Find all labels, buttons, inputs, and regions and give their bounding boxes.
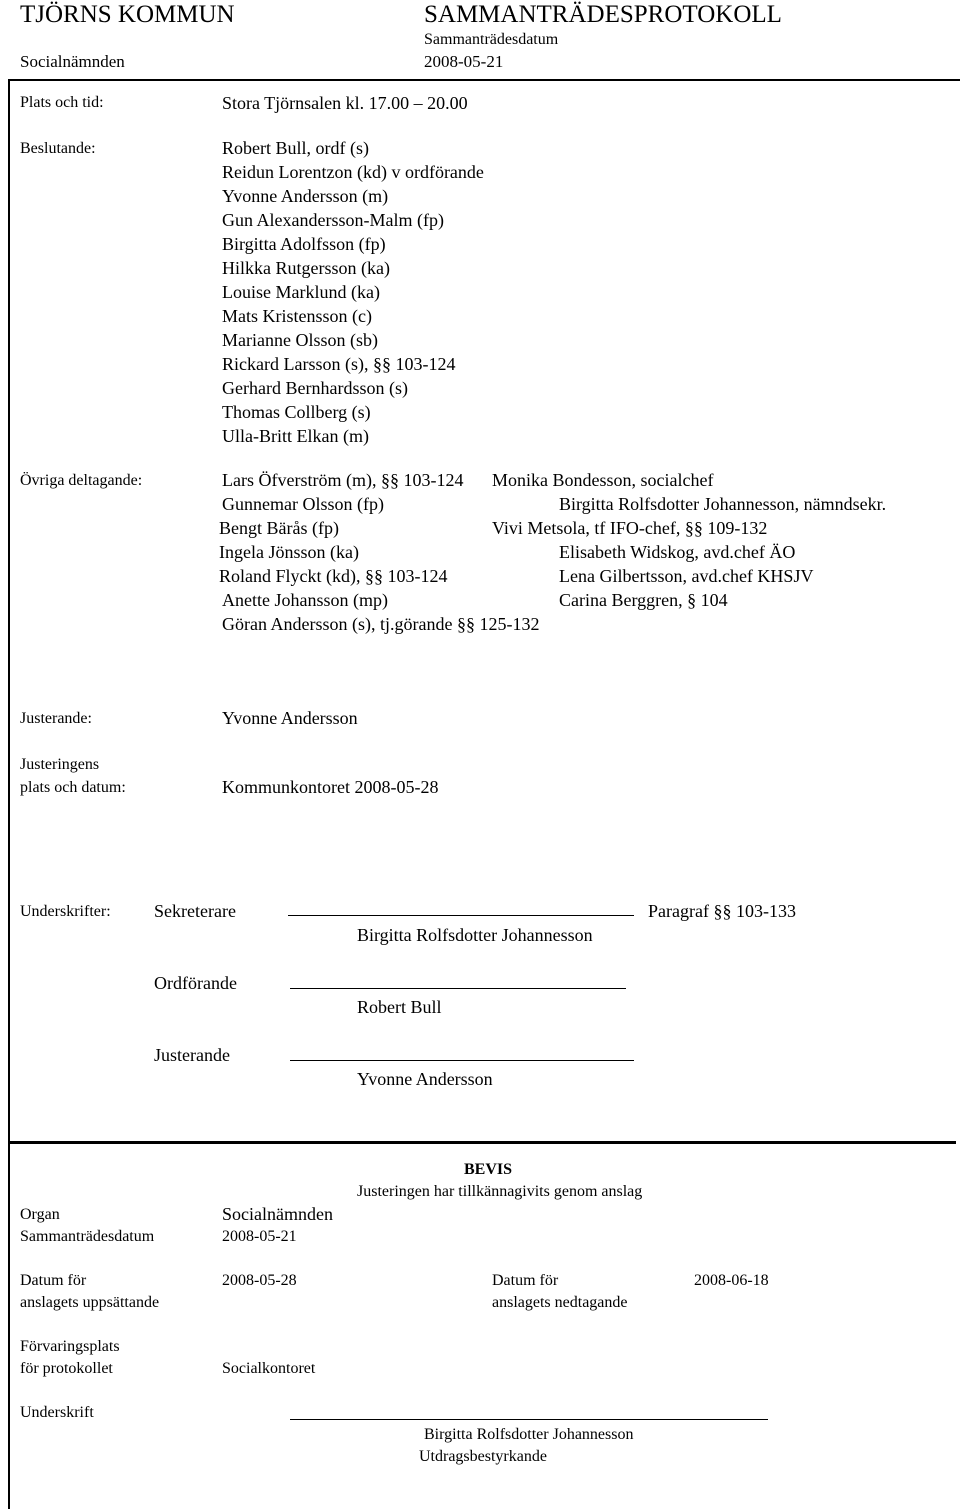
left-border <box>8 79 10 1509</box>
signatures-label: Underskrifter: <box>20 903 111 920</box>
removed-date-value: 2008-06-18 <box>694 1272 769 1289</box>
secretary-name: Birgitta Rolfsdotter Johannesson <box>357 925 593 945</box>
staff-participant: Elisabeth Widskog, avd.chef ÄO <box>559 542 796 562</box>
decision-makers-label: Beslutande: <box>20 140 96 157</box>
member-item: Gerhard Bernhardsson (s) <box>222 378 408 398</box>
staff-participant: Monika Bondesson, socialchef <box>492 470 714 490</box>
organ-value: Socialnämnden <box>222 1204 333 1224</box>
storage-label-2: för protokollet <box>20 1360 113 1377</box>
municipality-title: TJÖRNS KOMMUN <box>20 1 235 28</box>
document-type-title: SAMMANTRÄDESPROTOKOLL <box>424 1 782 28</box>
certificate-divider <box>10 1141 956 1144</box>
place-time-value: Stora Tjörnsalen kl. 17.00 – 20.00 <box>222 93 468 113</box>
certificate-subtitle: Justeringen har tillkännagivits genom anslag <box>357 1183 643 1200</box>
member-item: Marianne Olsson (sb) <box>222 330 378 350</box>
staff-participant: Lena Gilbertsson, avd.chef KHSJV <box>559 566 814 586</box>
other-participant: Roland Flyckt (kd), §§ 103-124 <box>219 566 448 586</box>
staff-participant: Carina Berggren, § 104 <box>559 590 728 610</box>
committee-name: Socialnämnden <box>20 52 125 71</box>
adjuster-label: Justerande: <box>20 710 92 727</box>
adjuster-role: Justerande <box>154 1045 230 1065</box>
adjuster-name: Yvonne Andersson <box>222 708 358 728</box>
posted-date-value: 2008-05-28 <box>222 1272 297 1289</box>
adjustment-place-label-2: plats och datum: <box>20 779 126 796</box>
paragraph-range: Paragraf §§ 103-133 <box>648 901 796 921</box>
removed-date-label-2: anslagets nedtagande <box>492 1294 628 1311</box>
other-participants-label: Övriga deltagande: <box>20 472 143 489</box>
member-item: Rickard Larsson (s), §§ 103-124 <box>222 354 456 374</box>
organ-label: Organ <box>20 1206 60 1223</box>
member-item: Ulla-Britt Elkan (m) <box>222 426 369 446</box>
adjustment-place-label: Justeringens <box>20 756 100 773</box>
member-item: Yvonne Andersson (m) <box>222 186 389 206</box>
storage-value: Socialkontoret <box>222 1360 316 1377</box>
adjuster-signature-line <box>290 1060 634 1061</box>
member-item: Gun Alexandersson-Malm (fp) <box>222 210 444 230</box>
member-list <box>222 137 484 449</box>
certificate-title: BEVIS <box>464 1161 513 1178</box>
other-participant: Göran Andersson (s), tj.görande §§ 125-132 <box>222 614 540 634</box>
removed-date-label: Datum för <box>492 1272 559 1289</box>
certificate-signature-line <box>290 1419 768 1420</box>
chair-signature-line <box>290 988 626 989</box>
adjuster-signature-name: Yvonne Andersson <box>357 1069 493 1089</box>
member-item: Mats Kristensson (c) <box>222 306 372 326</box>
other-participant: Ingela Jönsson (ka) <box>219 542 359 562</box>
meeting-date-label: Sammanträdesdatum <box>424 31 559 48</box>
posted-date-label-2: anslagets uppsättande <box>20 1294 160 1311</box>
storage-label: Förvaringsplats <box>20 1338 120 1355</box>
member-item: Reidun Lorentzon (kd) v ordförande <box>222 162 484 182</box>
staff-participant: Birgitta Rolfsdotter Johannesson, nämndsekr. <box>559 494 887 514</box>
other-participant: Lars Öfverström (m), §§ 103-124 <box>222 470 464 490</box>
header-divider <box>8 79 960 81</box>
other-participant: Anette Johansson (mp) <box>222 590 388 610</box>
chair-role: Ordförande <box>154 973 237 993</box>
posted-date-label: Datum för <box>20 1272 87 1289</box>
staff-participant: Vivi Metsola, tf IFO-chef, §§ 109-132 <box>492 518 768 538</box>
member-item: Birgitta Adolfsson (fp) <box>222 234 386 254</box>
certificate-signature-label: Underskrift <box>20 1404 94 1421</box>
certificate-signer-name: Birgitta Rolfsdotter Johannesson <box>424 1426 634 1443</box>
member-item: Hilkka Rutgersson (ka) <box>222 258 390 278</box>
certificate-signer-role: Utdragsbestyrkande <box>419 1448 547 1465</box>
other-participant: Gunnemar Olsson (fp) <box>222 494 384 514</box>
secretary-role: Sekreterare <box>154 901 236 921</box>
chair-name: Robert Bull <box>357 997 442 1017</box>
member-item: Thomas Collberg (s) <box>222 402 371 422</box>
member-item: Louise Marklund (ka) <box>222 282 380 302</box>
place-time-label: Plats och tid: <box>20 94 104 111</box>
secretary-signature-line <box>288 915 634 916</box>
adjustment-place-value: Kommunkontoret 2008-05-28 <box>222 777 439 797</box>
member-item: Robert Bull, ordf (s) <box>222 138 369 158</box>
meeting-date: 2008-05-21 <box>424 52 504 71</box>
other-participant: Bengt Bärås (fp) <box>219 518 339 538</box>
certificate-date-label: Sammanträdesdatum <box>20 1228 155 1245</box>
certificate-date-value: 2008-05-21 <box>222 1228 297 1245</box>
